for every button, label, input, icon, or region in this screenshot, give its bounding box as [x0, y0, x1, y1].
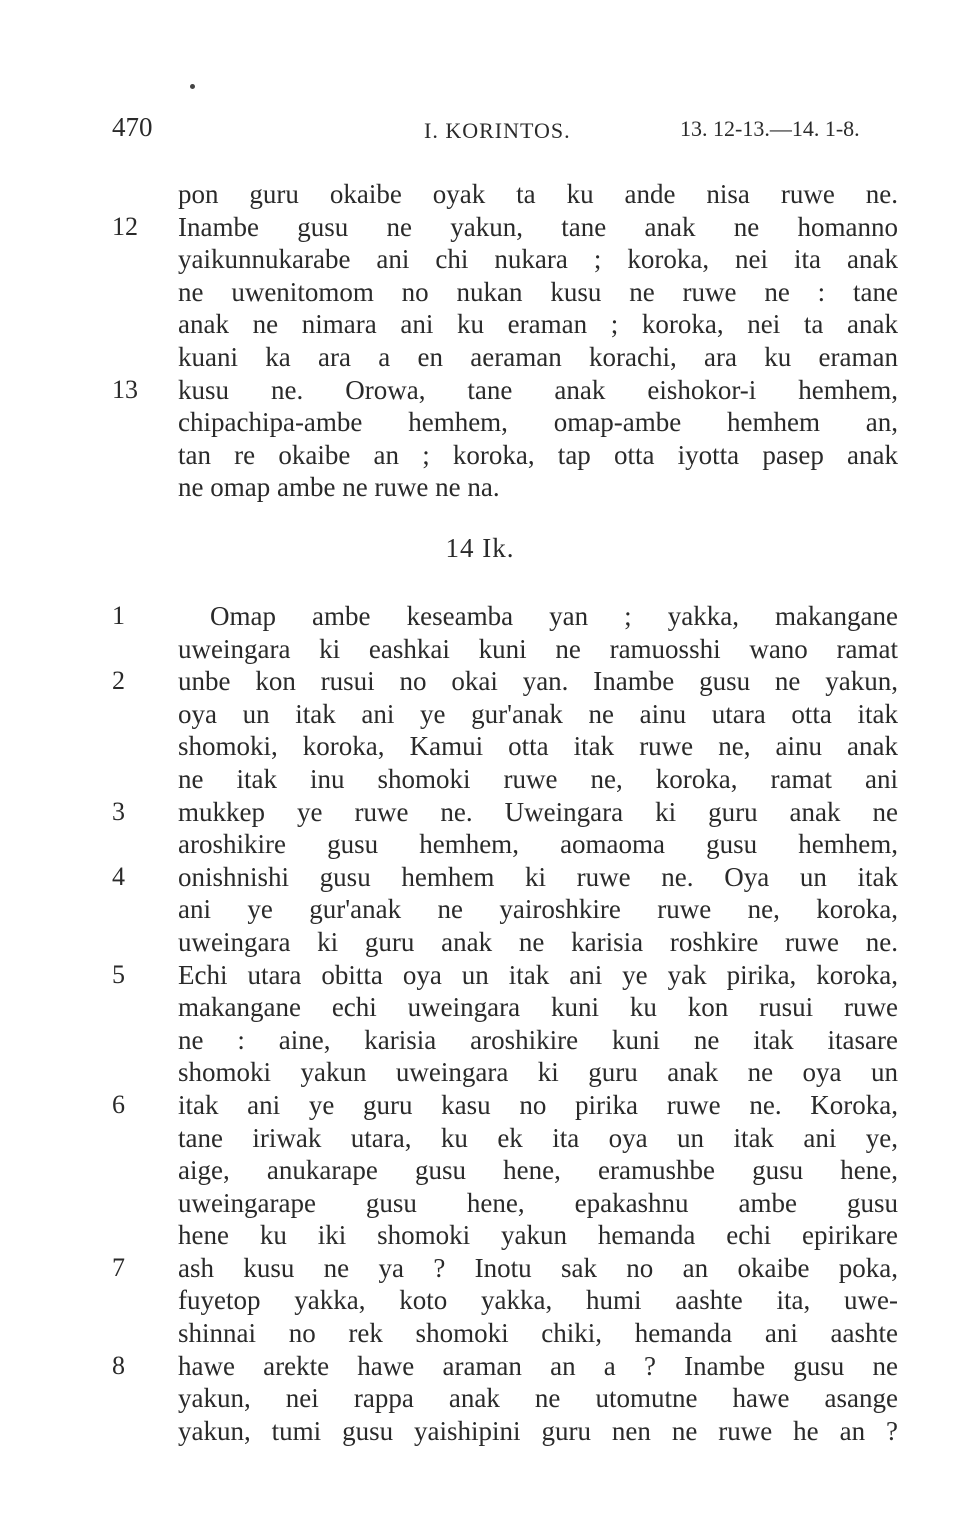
text-line	[0, 861, 960, 894]
text-line	[0, 406, 960, 439]
line-text: uweingara ki guru anak ne karisia roshkire ruwe ne.	[178, 926, 898, 957]
text-line	[0, 308, 960, 341]
page-header	[0, 112, 960, 152]
line-text: tan re okaibe an ; koroka, tap otta iyotta pasep anak	[178, 439, 898, 470]
line-text: ani ye gur'anak ne yairoshkire ruwe ne, koroka,	[178, 894, 898, 925]
line-text: ash kusu ne ya ? Inotu sak no an okaibe poka,	[178, 1252, 898, 1283]
text-line	[0, 1252, 960, 1285]
text-line	[0, 893, 960, 926]
verse-number: 12	[112, 211, 138, 241]
text-line	[0, 1219, 960, 1252]
text-line	[0, 698, 960, 731]
text-line	[0, 341, 960, 374]
text-line	[0, 243, 960, 276]
line-text: shomoki, koroka, Kamui otta itak ruwe ne, ainu anak	[178, 731, 898, 762]
verse-number: 1	[112, 601, 125, 630]
line-text: ne itak inu shomoki ruwe ne, koroka, ramat ani	[178, 763, 898, 794]
text-line	[0, 633, 960, 666]
line-text: ne uwenitomom no nukan kusu ne ruwe ne : tane	[178, 276, 898, 307]
line-text: hene ku iki shomoki yakun hemanda echi epirikare	[178, 1220, 898, 1251]
line-text: Omap ambe keseamba yan ; yakka, makangane	[210, 601, 898, 631]
line-text: ne : aine, karisia aroshikire kuni ne itak itasare	[178, 1024, 898, 1055]
text-line	[0, 1415, 960, 1448]
text-line	[0, 276, 960, 309]
text-line	[0, 730, 960, 763]
text-line	[0, 178, 960, 211]
line-text: shinnai no rek shomoki chiki, hemanda ani aashte	[178, 1318, 898, 1349]
line-text: hawe arekte hawe araman an a ? Inambe gusu ne	[178, 1350, 898, 1381]
line-text: itak ani ye guru kasu no pirika ruwe ne. Koroka,	[178, 1089, 898, 1120]
text-line	[0, 926, 960, 959]
line-text: aroshikire gusu hemhem, aomaoma gusu hemhem,	[178, 829, 898, 860]
verse-number: 8	[112, 1350, 125, 1380]
line-text: chipachipa-ambe hemhem, omap-ambe hemhem an,	[178, 407, 898, 438]
text-line	[0, 1350, 960, 1383]
text-line	[0, 1024, 960, 1057]
line-text: anak ne nimara ani ku eraman ; koroka, nei ta anak	[178, 309, 898, 340]
line-text: yaikunnukarabe ani chi nukara ; koroka, nei ita anak	[178, 244, 898, 275]
page-number: 470	[112, 112, 153, 142]
text-line	[0, 600, 960, 633]
text-line	[0, 1154, 960, 1187]
text-line	[0, 665, 960, 698]
text-line	[0, 1382, 960, 1415]
verse-number: 3	[112, 796, 125, 826]
line-text: makangane echi uweingara kuni ku kon rusui ruwe	[178, 992, 898, 1023]
text-line	[0, 763, 960, 796]
line-text: fuyetop yakka, koto yakka, humi aashte ita, uwe-	[178, 1285, 898, 1316]
chapter-verse-reference: 13. 12-13.—14. 1-8.	[680, 116, 860, 141]
line-text: yakun, tumi gusu yaishipini guru nen ne ruwe he an ?	[178, 1415, 898, 1446]
text-line	[0, 1284, 960, 1317]
text-line	[0, 1056, 960, 1089]
verse-number: 5	[112, 959, 125, 989]
text-line	[0, 796, 960, 829]
verse-number: 7	[112, 1252, 125, 1282]
line-text: oya un itak ani ye gur'anak ne ainu utara otta itak	[178, 698, 898, 729]
verse-number: 4	[112, 861, 125, 891]
verse-number: 6	[112, 1089, 125, 1119]
text-line	[0, 1122, 960, 1155]
text-line	[0, 471, 960, 504]
text-line	[0, 374, 960, 407]
text-line	[0, 828, 960, 861]
chapter-heading: 14 Ik.	[445, 533, 515, 563]
text-line	[0, 1317, 960, 1350]
running-title: I. KORINTOS.	[424, 118, 571, 143]
line-text: onishnishi gusu hemhem ki ruwe ne. Oya un itak	[178, 861, 898, 892]
line-text: uweingarape gusu hene, epakashnu ambe gusu	[178, 1187, 898, 1218]
verse-number: 13	[112, 374, 138, 404]
line-text: kuani ka ara a en aeraman korachi, ara ku eraman	[178, 341, 898, 372]
line-text: unbe kon rusui no okai yan. Inambe gusu ne yakun,	[178, 666, 898, 697]
text-line	[0, 991, 960, 1024]
body-text-section-1	[0, 178, 960, 504]
line-text: kusu ne. Orowa, tane anak eishokor-i hemhem,	[178, 374, 898, 405]
text-line	[0, 1089, 960, 1122]
line-text: ne omap ambe ne ruwe ne na.	[178, 472, 500, 503]
line-text: pon guru okaibe oyak ta ku ande nisa ruwe ne.	[178, 179, 898, 209]
line-text: aige, anukarape gusu hene, eramushbe gusu hene,	[178, 1155, 898, 1186]
line-text: mukkep ye ruwe ne. Uweingara ki guru anak ne	[178, 796, 898, 827]
line-text: yakun, nei rappa anak ne utomutne hawe asange	[178, 1383, 898, 1414]
text-line	[0, 959, 960, 992]
verse-number: 2	[112, 666, 125, 696]
text-line	[0, 211, 960, 244]
line-text: Inambe gusu ne yakun, tane anak ne homanno	[178, 211, 898, 242]
body-text-section-2	[0, 600, 960, 1447]
ink-speck	[190, 84, 195, 89]
text-line	[0, 1187, 960, 1220]
line-text: tane iriwak utara, ku ek ita oya un itak ani ye,	[178, 1122, 898, 1153]
line-text: uweingara ki eashkai kuni ne ramuosshi wano ramat	[178, 633, 898, 664]
line-text: shomoki yakun uweingara ki guru anak ne oya un	[178, 1057, 898, 1088]
line-text: Echi utara obitta oya un itak ani ye yak pirika, koroka,	[178, 959, 898, 990]
text-line	[0, 439, 960, 472]
